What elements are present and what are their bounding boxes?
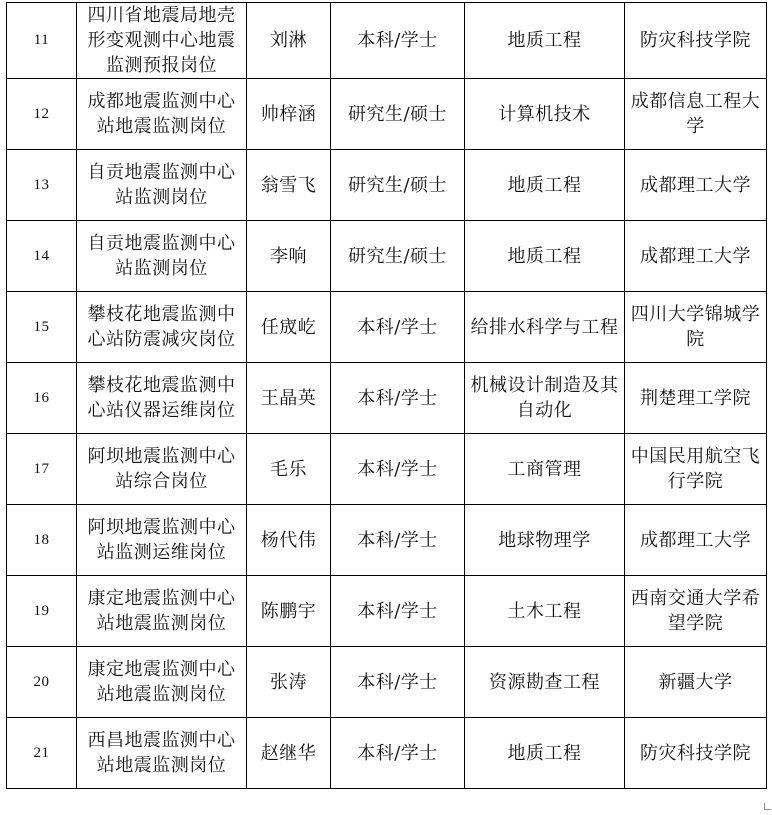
table-row bbox=[7, 434, 767, 505]
table-row bbox=[7, 505, 767, 576]
personnel-table bbox=[6, 2, 767, 789]
position-cell: 康定地震监测中心站地震监测岗位 bbox=[77, 647, 247, 718]
school-cell: 四川大学锦城学院 bbox=[625, 292, 767, 363]
row-number: 18 bbox=[7, 505, 77, 576]
name-cell: 帅梓涵 bbox=[247, 79, 331, 150]
name-cell: 赵继华 bbox=[247, 718, 331, 789]
name-cell: 杨代伟 bbox=[247, 505, 331, 576]
position-cell: 康定地震监测中心站地震监测岗位 bbox=[77, 576, 247, 647]
row-number: 13 bbox=[7, 150, 77, 221]
row-number: 21 bbox=[7, 718, 77, 789]
school-cell: 中国民用航空飞行学院 bbox=[625, 434, 767, 505]
major-cell: 地质工程 bbox=[465, 221, 625, 292]
table-row bbox=[7, 363, 767, 434]
major-cell: 工商管理 bbox=[465, 434, 625, 505]
row-number: 15 bbox=[7, 292, 77, 363]
education-cell: 本科/学士 bbox=[331, 434, 465, 505]
table-row bbox=[7, 150, 767, 221]
name-cell: 翁雪飞 bbox=[247, 150, 331, 221]
position-cell: 攀枝花地震监测中心站防震减灾岗位 bbox=[77, 292, 247, 363]
major-cell: 地质工程 bbox=[465, 150, 625, 221]
school-cell: 防灾科技学院 bbox=[625, 3, 767, 79]
table-row bbox=[7, 79, 767, 150]
school-cell: 防灾科技学院 bbox=[625, 718, 767, 789]
major-cell: 机械设计制造及其自动化 bbox=[465, 363, 625, 434]
position-cell: 攀枝花地震监测中心站仪器运维岗位 bbox=[77, 363, 247, 434]
major-cell: 给排水科学与工程 bbox=[465, 292, 625, 363]
education-cell: 研究生/硕士 bbox=[331, 79, 465, 150]
row-number: 12 bbox=[7, 79, 77, 150]
major-cell: 土木工程 bbox=[465, 576, 625, 647]
position-cell: 自贡地震监测中心站监测岗位 bbox=[77, 150, 247, 221]
education-cell: 本科/学士 bbox=[331, 718, 465, 789]
table-row bbox=[7, 3, 767, 79]
name-cell: 毛乐 bbox=[247, 434, 331, 505]
name-cell: 王晶英 bbox=[247, 363, 331, 434]
major-cell: 资源勘查工程 bbox=[465, 647, 625, 718]
school-cell: 成都理工大学 bbox=[625, 150, 767, 221]
major-cell: 地球物理学 bbox=[465, 505, 625, 576]
position-cell: 四川省地震局地壳形变观测中心地震监测预报岗位 bbox=[77, 3, 247, 79]
row-number: 11 bbox=[7, 3, 77, 79]
table-row bbox=[7, 718, 767, 789]
row-number: 16 bbox=[7, 363, 77, 434]
school-cell: 成都理工大学 bbox=[625, 505, 767, 576]
name-cell: 任宬屹 bbox=[247, 292, 331, 363]
major-cell: 地质工程 bbox=[465, 718, 625, 789]
table-row bbox=[7, 647, 767, 718]
name-cell: 陈鹏宇 bbox=[247, 576, 331, 647]
row-number: 17 bbox=[7, 434, 77, 505]
school-cell: 荆楚理工学院 bbox=[625, 363, 767, 434]
position-cell: 自贡地震监测中心站监测岗位 bbox=[77, 221, 247, 292]
table-row bbox=[7, 221, 767, 292]
education-cell: 本科/学士 bbox=[331, 292, 465, 363]
school-cell: 新疆大学 bbox=[625, 647, 767, 718]
education-cell: 本科/学士 bbox=[331, 647, 465, 718]
education-cell: 本科/学士 bbox=[331, 363, 465, 434]
table-row bbox=[7, 576, 767, 647]
row-number: 14 bbox=[7, 221, 77, 292]
name-cell: 刘淋 bbox=[247, 3, 331, 79]
name-cell: 张涛 bbox=[247, 647, 331, 718]
education-cell: 本科/学士 bbox=[331, 3, 465, 79]
name-cell: 李响 bbox=[247, 221, 331, 292]
position-cell: 西昌地震监测中心站地震监测岗位 bbox=[77, 718, 247, 789]
school-cell: 西南交通大学希望学院 bbox=[625, 576, 767, 647]
row-number: 20 bbox=[7, 647, 77, 718]
row-number: 19 bbox=[7, 576, 77, 647]
education-cell: 本科/学士 bbox=[331, 576, 465, 647]
position-cell: 成都地震监测中心站地震监测岗位 bbox=[77, 79, 247, 150]
table-row bbox=[7, 292, 767, 363]
education-cell: 研究生/硕士 bbox=[331, 221, 465, 292]
table-body bbox=[7, 3, 767, 789]
education-cell: 本科/学士 bbox=[331, 505, 465, 576]
paragraph-corner-mark bbox=[764, 803, 771, 810]
position-cell: 阿坝地震监测中心站监测运维岗位 bbox=[77, 505, 247, 576]
school-cell: 成都理工大学 bbox=[625, 221, 767, 292]
major-cell: 地质工程 bbox=[465, 3, 625, 79]
position-cell: 阿坝地震监测中心站综合岗位 bbox=[77, 434, 247, 505]
major-cell: 计算机技术 bbox=[465, 79, 625, 150]
education-cell: 研究生/硕士 bbox=[331, 150, 465, 221]
school-cell: 成都信息工程大学 bbox=[625, 79, 767, 150]
